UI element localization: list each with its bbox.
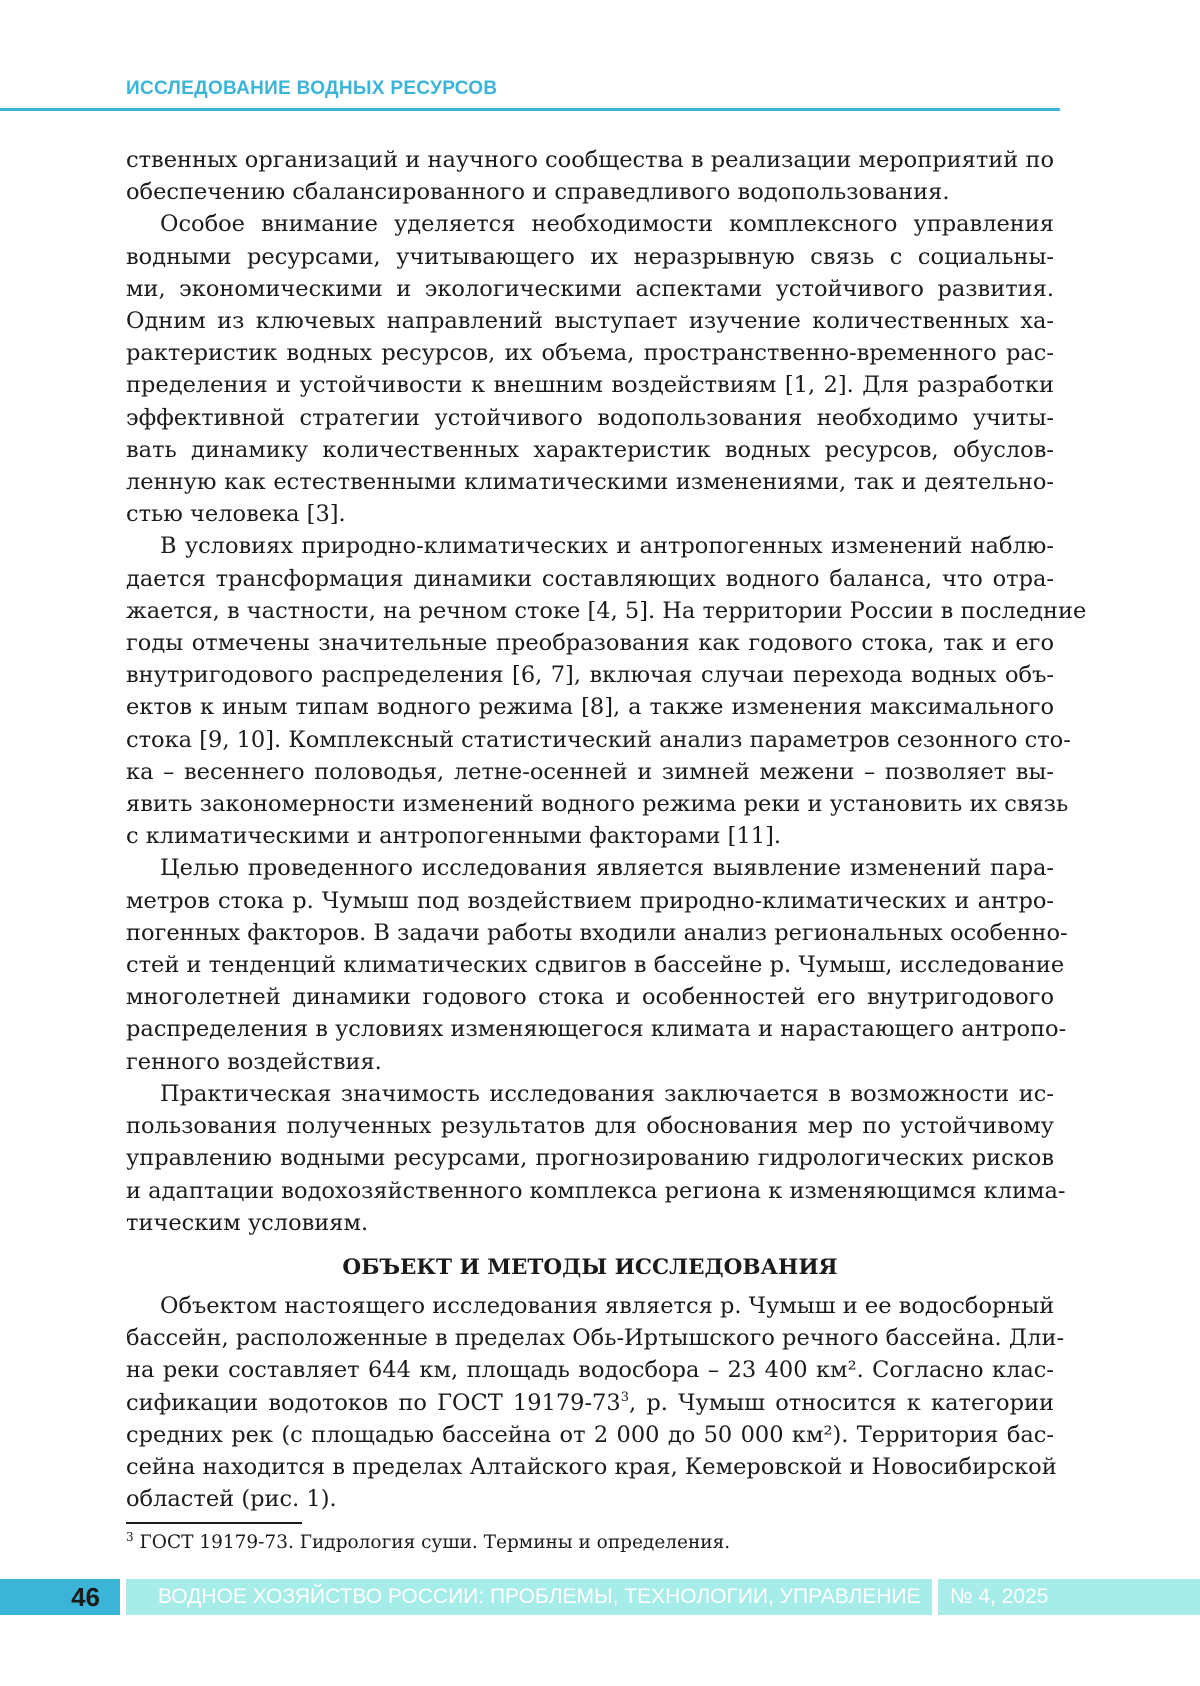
text-run: сификации водотоков по ГОСТ 19179-73	[126, 1389, 621, 1416]
body-line: Объектом настоящего исследования является р. Чумыш и ее водосборный	[160, 1293, 1055, 1319]
body-line: метров стока р. Чумыш под воздействием природно-климатических и антро-	[126, 887, 1054, 914]
body-line: жается, в частности, на речном стоке [4, 5]. На территории России в последние	[126, 597, 1087, 624]
text-run: , р. Чумыш относится к категории	[628, 1389, 1054, 1416]
body-line: сейна находится в пределах Алтайского края, Кемеровской и Новосибирской	[126, 1454, 1057, 1481]
body-line: Целью проведенного исследования является выявление изменений пара-	[160, 855, 1054, 882]
text-run: средних рек (с площадью бассейна от 2 000 до 50 000 км	[126, 1421, 824, 1448]
body-line: и адаптации водохозяйственного комплекса региона к изменяющимся клима-	[126, 1177, 1066, 1204]
body-line: вать динамику количественных характеристик водных ресурсов, обуслов-	[126, 436, 1054, 463]
body-line: стей и тенденций климатических сдвигов в бассейне р. Чумыш, исследование	[126, 952, 1065, 979]
footnote-ref: 3	[620, 1389, 629, 1405]
journal-title-box	[126, 1579, 932, 1615]
footnote	[126, 1530, 730, 1556]
footnote-rule	[126, 1522, 302, 1524]
body-line: обеспечению сбалансированного и справедливого водопользования.	[126, 179, 950, 206]
text-run: на реки составляет 644 км, площадь водосбора – 23 400 км	[126, 1357, 848, 1384]
body-line: рактеристик водных ресурсов, их объема, пространственно-временного рас-	[126, 340, 1054, 367]
body-line: с климатическими и антропогенными факторами [11].	[126, 823, 782, 850]
journal-title: ВОДНОЕ ХОЗЯЙСТВО РОССИИ: ПРОБЛЕМЫ, ТЕХНОЛОГИИ, УПРАВЛЕНИЕ	[158, 1585, 921, 1608]
body-line	[126, 1419, 1054, 1451]
body-line: дается трансформация динамики составляющих водного баланса, что отра-	[126, 565, 1054, 592]
header-rule	[0, 108, 1060, 111]
body-line: внутригодового распределения [6, 7], включая случаи перехода водных объ-	[126, 662, 1054, 689]
body-line	[126, 1354, 1054, 1386]
body-line: многолетней динамики годового стока и особенностей его внутригодового	[126, 984, 1054, 1011]
body-line: ектов к иным типам водного режима [8], а также изменения максимального	[126, 694, 1054, 721]
body-line: стью человека [3].	[126, 501, 346, 528]
body-line: ленную как естественными климатическими изменениями, так и деятельно-	[126, 469, 1054, 496]
body-line: Одним из ключевых направлений выступает изучение количественных ха-	[126, 308, 1054, 335]
body-line: ственных организаций и научного сообщества в реализации мероприятий по	[126, 147, 1054, 173]
body-line: распределения в условиях изменяющегося климата и нарастающего антропо-	[126, 1016, 1067, 1043]
section-heading: ОБЪЕКТ И МЕТОДЫ ИССЛЕДОВАНИЯ	[342, 1255, 838, 1280]
body-line: годы отмечены значительные преобразования как годового стока, так и его	[126, 630, 1054, 657]
body-line: областей (рис. 1).	[126, 1486, 337, 1513]
page-number-box	[0, 1579, 120, 1615]
body-line: В условиях природно-климатических и антропогенных изменений наблю-	[160, 533, 1054, 560]
footnote-mark: 3	[126, 1530, 134, 1544]
footer-bar	[0, 1579, 1200, 1615]
body-line: тическим условиям.	[126, 1209, 369, 1236]
body-line: пределения и устойчивости к внешним воздействиям [1, 2]. Для разработки	[126, 372, 1054, 399]
body-line: погенных факторов. В задачи работы входили анализ региональных особенно-	[126, 919, 1068, 946]
body-line: водными ресурсами, учитывающего их неразрывную связь с социальны-	[126, 243, 1054, 270]
page-number: 46	[71, 1582, 100, 1612]
running-head: ИССЛЕДОВАНИЕ ВОДНЫХ РЕСУРСОВ	[126, 78, 498, 99]
issue-box	[938, 1579, 1200, 1615]
object-text	[126, 1290, 1065, 1515]
body-line: стока [9, 10]. Комплексный статистический анализ параметров сезонного сто-	[126, 726, 1071, 753]
body-line: эффективной стратегии устойчивого водопользования необходимо учиты-	[126, 404, 1054, 431]
body-line: ка – весеннего половодья, летне-осенней и зимней межени – позволяет вы-	[126, 758, 1054, 785]
body-line: Особое внимание уделяется необходимости комплексного управления	[160, 211, 1054, 238]
issue-number: № 4, 2025	[950, 1585, 1049, 1608]
body-line: пользования полученных результатов для обоснования мер по устойчивому	[126, 1113, 1054, 1140]
body-line: явить закономерности изменений водного режима реки и установить их связь	[126, 791, 1069, 818]
body-line: Практическая значимость исследования заключается в возможности ис-	[160, 1080, 1054, 1107]
body-line: бассейн, расположенные в пределах Обь-Иртышского речного бассейна. Дли-	[126, 1325, 1065, 1352]
text-run: ²). Территория бас-	[823, 1421, 1054, 1448]
body-text	[126, 144, 1087, 1239]
body-line: генного воздействия.	[126, 1048, 382, 1075]
body-line	[126, 1387, 1054, 1419]
body-line: управлению водными ресурсами, прогнозированию гидрологических рисков	[126, 1145, 1054, 1172]
footnote-text: ГОСТ 19179-73. Гидрология суши. Термины и определения.	[139, 1532, 731, 1553]
body-line: ми, экономическими и экологическими аспектами устойчивого развития.	[126, 275, 1054, 302]
text-run: ². Согласно клас-	[847, 1357, 1054, 1384]
